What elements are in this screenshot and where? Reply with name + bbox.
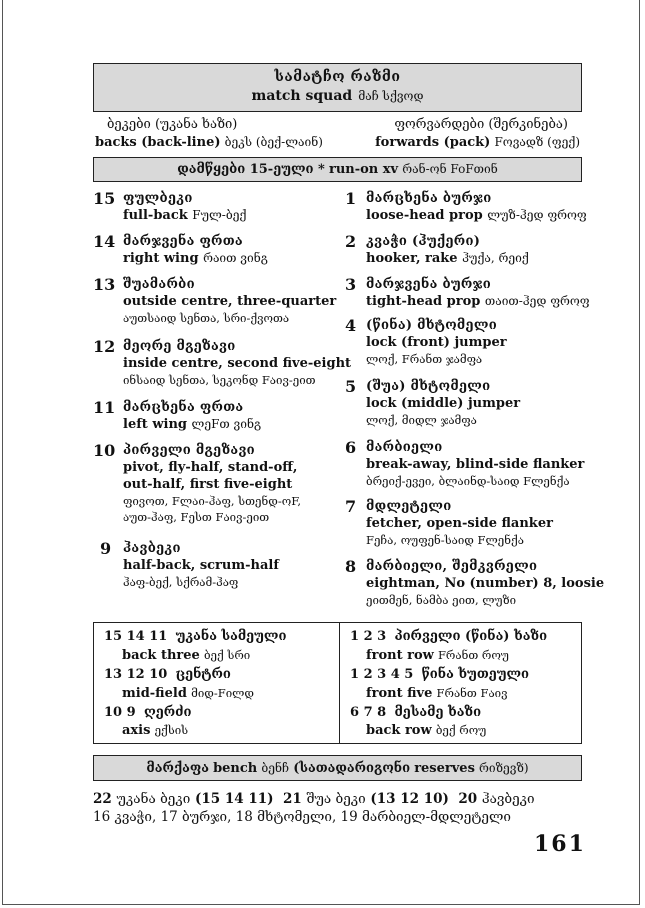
player-georgian: მარბიელი, შემკვრელი (366, 559, 538, 574)
footer-line-2: 16 კვაჭი, 17 ბურჯი, 18 მხტომელი, 19 მარბიელ-მდლეტელი (93, 809, 511, 825)
line-group (104, 667, 231, 682)
player-number: 1 (345, 189, 357, 208)
backs-english-group (93, 135, 323, 150)
backs-georgian: ბეკები (უკანა ხაზი) (107, 117, 238, 132)
category-georgian-row (93, 117, 582, 132)
player-number: 2 (345, 232, 357, 251)
footer-backs-label: უკანა ბეკი (116, 791, 191, 807)
player-georgian: (წინა) მხტომელი (366, 318, 497, 333)
line-numbers: 1 2 3 (350, 629, 387, 644)
footer-num-20: 20 (458, 791, 478, 807)
player-english: half-back, scrum-half (123, 558, 279, 573)
line-numbers: 1 2 3 4 5 (350, 667, 414, 682)
player-georgian: მარჯვენა ფრთა (123, 234, 243, 249)
title-english: match squad (251, 88, 353, 104)
player-english: hooker, rake (366, 251, 458, 266)
player-number: 5 (345, 377, 357, 396)
player-english: eightman, No (number) 8, loosie (366, 576, 605, 591)
line-translit: მიდ-Fილდ (191, 686, 254, 700)
line-translit: ბექ სრი (203, 648, 251, 662)
player-georgian: მარბიელი (366, 440, 443, 455)
player-english-2: out-half, first five-eight (123, 477, 293, 492)
page-number: 161 (534, 831, 586, 857)
line-group (104, 629, 286, 644)
line-english-row (122, 723, 188, 738)
player-number: 11 (93, 398, 116, 417)
starters-georgian: დამწყები 15-ეული * (177, 162, 325, 177)
player-number: 8 (345, 557, 357, 576)
line-english-row (122, 686, 254, 701)
line-group (350, 705, 481, 720)
player-translit-2: აუთ-ჰაფ, Fესთ Fაივ-ეით (123, 510, 270, 524)
footer-backs-numbers: (15 14 11) (195, 791, 274, 807)
line-georgian: ღერძი (143, 705, 192, 720)
footer-half-label: ჰავბეკი (481, 791, 535, 807)
player-number: 4 (345, 316, 357, 335)
player-number: 13 (93, 275, 116, 294)
player-translit: ბრეიქ-ევეი, ბლაინდ-საიდ Fლენქა (366, 474, 570, 488)
line-translit: Fრანთ Fაივ (436, 686, 508, 700)
player-translit: Fეჩა, ოუფენ-საიდ Fლენქა (366, 533, 524, 547)
player-translit: ჰაფ-ბექ, სქრამ-ჰაფ (123, 575, 239, 589)
footer-num-21: 21 (282, 791, 302, 807)
line-english-row (366, 648, 509, 663)
player-translit: აუთსაიდ სენთა, სრი-ქვოთა (123, 311, 290, 325)
player-georgian: მარცხენა ბურჯი (366, 191, 492, 206)
line-english: axis (122, 723, 151, 738)
line-translit: Fრანთ როუ (437, 648, 509, 662)
title-box (93, 63, 582, 112)
line-english-row (366, 686, 508, 701)
player-georgian: (შუა) მხტომელი (366, 379, 491, 394)
player-english: left wing (123, 417, 188, 432)
line-group (350, 629, 547, 644)
player-number: 9 (100, 539, 112, 558)
player-english: break-away, blind-side flanker (366, 457, 585, 472)
forwards-english-group (375, 135, 582, 150)
line-numbers: 10 9 (104, 705, 136, 720)
line-numbers: 13 12 10 (104, 667, 168, 682)
player-georgian: პირველი მგეზავი (123, 443, 255, 458)
line-georgian: პირველი (წინა) ხაზი (394, 629, 548, 644)
forwards-translit: Fოვადზ (ფექ) (494, 135, 580, 149)
line-georgian: წინა ხუთეული (421, 667, 530, 682)
player-georgian: მეორე მგეზავი (123, 339, 236, 354)
backs-english: backs (back-line) (95, 135, 221, 150)
player-translit: ინსაიდ სენთა, სეკონდ Fაივ-ეით (123, 373, 316, 387)
line-english: front row (366, 648, 434, 663)
player-number: 7 (345, 497, 357, 516)
player-translit: ლუზ-ჰედ ფროფ (487, 208, 587, 222)
player-english: fetcher, open-side flanker (366, 516, 553, 531)
player-georgian: კვაჭი (ჰუქერი) (366, 234, 481, 249)
player-translit: Fულ-ბექ (192, 208, 247, 222)
line-english-row (366, 723, 486, 738)
player-english: inside centre, second five-eight (123, 356, 352, 371)
footer-mid-label: შუა ბეკი (306, 791, 366, 807)
player-georgian: შუამარბი (123, 277, 195, 292)
footer-mid-numbers: (13 12 10) (370, 791, 449, 807)
player-number: 12 (93, 337, 116, 356)
player-english: lock (middle) jumper (366, 396, 521, 411)
line-english: back row (366, 723, 432, 738)
player-translit: თაით-ჰედ ფროფ (484, 294, 590, 308)
player-english: right wing (123, 251, 199, 266)
lines-table (93, 622, 582, 744)
player-georgian: მდლეტელი (366, 499, 452, 514)
player-translit: ლოქ, Fრანთ ჯამფა (366, 352, 483, 366)
starters-band (93, 157, 582, 182)
title-georgian: სამატჩო რაზმი (274, 69, 401, 85)
player-translit: რაით ვინგ (203, 251, 268, 265)
forwards-georgian: ფორვარდები (შერკინება) (394, 117, 568, 132)
starters-translit: რან-ონ FoFთინ (402, 162, 498, 176)
forwards-english: forwards (pack) (375, 135, 491, 150)
line-georgian: ცენტრი (175, 667, 231, 682)
bench-paren-translit: რიზევზ) (479, 761, 529, 775)
line-georgian: მესამე ხაზი (394, 705, 482, 720)
backs-translit: ბეკს (ბექ-ლაინ) (224, 135, 323, 149)
title-english-line (94, 88, 581, 104)
bench-georgian: მარქაფა (146, 761, 209, 776)
player-translit: ლოქ, მიდლ ჯამფა (366, 413, 477, 427)
bench-paren-english: reserves (414, 761, 475, 776)
player-english: loose-head prop (366, 208, 483, 223)
player-translit: ეითმენ, ნამბა ეით, ლუზი (366, 593, 517, 607)
player-english: lock (front) jumper (366, 335, 507, 350)
bench-english: bench (213, 761, 258, 776)
line-english-row (122, 648, 250, 663)
line-english: mid-field (122, 686, 187, 701)
bench-translit: ბენჩ (261, 761, 290, 775)
player-number: 3 (345, 275, 357, 294)
category-english-row (93, 135, 582, 150)
bench-paren-georgian: (სათადარიგონი (293, 761, 411, 776)
line-numbers: 6 7 8 (350, 705, 387, 720)
line-georgian: უკანა სამეული (175, 629, 287, 644)
player-number: 10 (93, 441, 116, 460)
player-georgian: ჰავბეკი (123, 541, 181, 556)
player-translit: ჰუქა, რეიქ (462, 251, 529, 265)
player-georgian: ფულბეკი (123, 191, 193, 206)
player-number: 15 (93, 189, 116, 208)
player-georgian: მარცხენა ფრთა (123, 400, 244, 415)
footer-num-22: 22 (93, 791, 112, 807)
line-translit: ექსის (154, 723, 189, 737)
player-english: full-back (123, 208, 188, 223)
player-english: outside centre, three-quarter (123, 294, 337, 309)
title-translit: მაჩ სქვოდ (358, 89, 424, 103)
player-georgian: მარჯვენა ბურჯი (366, 277, 492, 292)
player-english: tight-head prop (366, 294, 481, 309)
player-number: 14 (93, 232, 116, 251)
player-number: 6 (345, 438, 357, 457)
player-translit-1: ფივოთ, Fლაი-ჰაფ, სთენდ-ოF, (123, 494, 302, 508)
line-english: front five (366, 686, 433, 701)
line-translit: ბექ როუ (435, 723, 487, 737)
bench-band (93, 755, 582, 781)
line-group (350, 667, 529, 682)
line-group (104, 705, 192, 720)
line-english: back three (122, 648, 200, 663)
table-divider (339, 623, 340, 743)
player-english-1: pivot, fly-half, stand-off, (123, 460, 298, 475)
player-translit: ლეFთ ვინგ (191, 417, 262, 431)
footer-line-1 (93, 791, 535, 807)
line-numbers: 15 14 11 (104, 629, 168, 644)
starters-english: run-on xv (328, 162, 399, 177)
